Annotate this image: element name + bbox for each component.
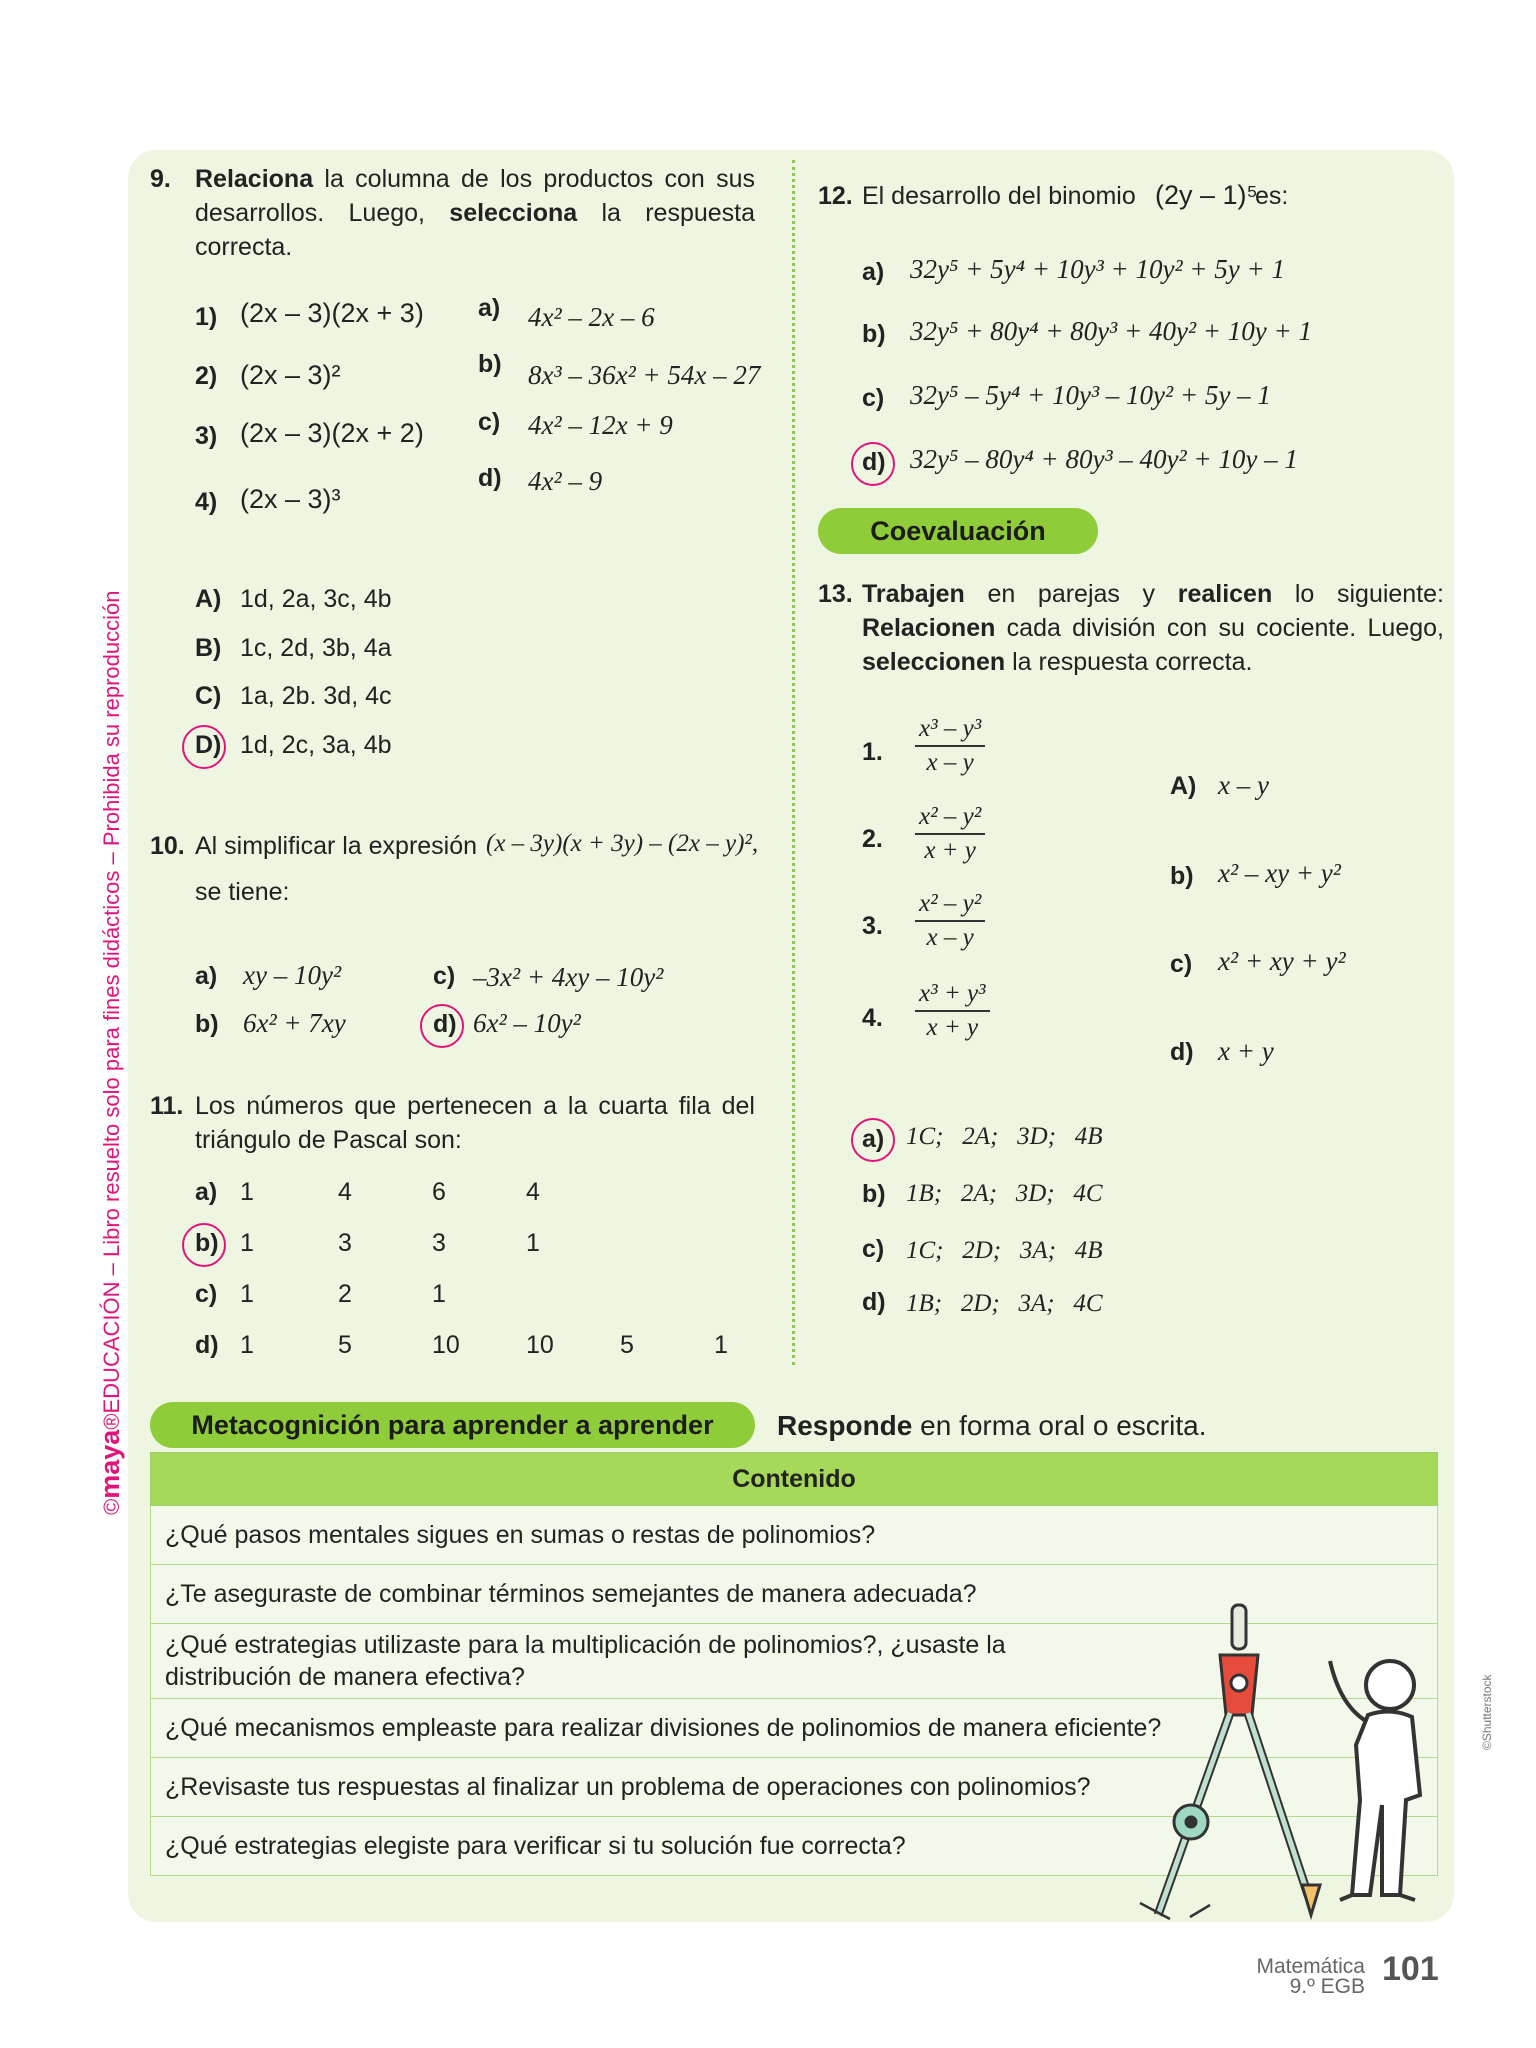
q9-option-text: 1c, 2d, 3b, 4a [240, 634, 392, 662]
q10-option-label: b) [195, 1010, 219, 1038]
responde-instruction: Responde en forma oral o escrita. [777, 1410, 1207, 1441]
q13-option-label: b) [862, 1180, 886, 1208]
table-header: Contenido [151, 1453, 1438, 1506]
q13-division-fraction: $\frac{\text{x² – y²}}{x + y}$ [915, 803, 985, 865]
q13-quotient-expr: x² – xy + y² [1218, 858, 1341, 888]
q11-value: 1 [714, 1331, 728, 1359]
q10-option-expr: xy – 10y² [243, 960, 342, 990]
table-cell: ¿Te aseguraste de combinar términos semejantes de manera adecuada? [151, 1565, 1438, 1624]
q9-development-label: b) [478, 350, 502, 378]
q10-text2: se tiene: [195, 878, 290, 906]
table-cell: ¿Qué mecanismos empleaste para realizar divisiones de polinomios de manera eficiente? [151, 1699, 1438, 1758]
q9-option-text: 1d, 2c, 3a, 4b [240, 731, 392, 759]
compass-figure-illustration [1130, 1595, 1460, 1925]
q9-number: 9. [150, 165, 171, 193]
q11-value: 1 [432, 1280, 446, 1308]
q11-value: 5 [620, 1331, 634, 1359]
q11-value: 1 [240, 1280, 254, 1308]
q9-development-label: d) [478, 464, 502, 492]
q12-text2: es: [1255, 182, 1289, 210]
q13-instructions: Trabajen en parejas y realicen lo siguiente: Relacionen cada división con su cociente. Luego, seleccionen la respuesta correcta. [862, 580, 1444, 676]
q11-value: 1 [240, 1331, 254, 1359]
q12-number: 12. [818, 182, 853, 210]
q11-value: 2 [338, 1280, 352, 1308]
q9-product-label: 3) [195, 422, 218, 450]
q9-answer-circle [182, 725, 226, 769]
q12-text: El desarrollo del binomio [862, 182, 1136, 210]
q9-development-expr: 4x² – 9 [528, 466, 603, 496]
q11-value: 3 [432, 1229, 446, 1257]
compass-icon [1140, 1605, 1320, 1919]
q13-division-fraction: $\frac{\text{x² – y²}}{x - y}$ [915, 890, 985, 952]
q9-product-expr: (2x – 3)(2x + 2) [240, 418, 424, 448]
q10-option-label: d) [433, 1010, 457, 1038]
q13-division-label: 2. [862, 825, 883, 853]
q10-expression: (x – 3y)(x + 3y) – (2x – y)², [486, 830, 759, 857]
person-icon [1330, 1661, 1420, 1900]
q13-quotient-label: b) [1170, 862, 1194, 890]
q13-quotient-expr: x + y [1218, 1036, 1274, 1066]
q13-option-text: 1B; 2D; 3A; 4C [906, 1290, 1103, 1317]
q9-product-expr: (2x – 3)³ [240, 484, 341, 514]
q9-instructions: Relaciona la columna de los productos con sus desarrollos. Luego, selecciona la respuesta correcta. [195, 165, 755, 261]
q11-value: 3 [338, 1229, 352, 1257]
q13-quotient-expr: x – y [1218, 770, 1269, 800]
q9-development-label: a) [478, 294, 501, 322]
q13-option-label: a) [862, 1125, 885, 1153]
q13-quotient-label: c) [1170, 950, 1193, 978]
q11-value: 5 [338, 1331, 352, 1359]
q13-division-label: 1. [862, 738, 883, 766]
q13-quotient-label: d) [1170, 1038, 1194, 1066]
q12-answer-circle [851, 442, 895, 486]
table-cell: ¿Qué estrategias utilizaste para la multiplicación de polinomios?, ¿usaste la distribución de manera efectiva? [151, 1624, 1438, 1699]
q11-option-label: a) [195, 1178, 218, 1206]
q9-option-label: D) [195, 731, 222, 759]
q9-option-label: A) [195, 585, 222, 613]
q9-development-label: c) [478, 408, 501, 436]
q13-option-text: 1C; 2A; 3D; 4B [906, 1123, 1103, 1150]
q12-option-label: c) [862, 384, 885, 412]
q13-division-fraction: $\frac{\text{x³ – y³}}{x - y}$ [915, 715, 985, 777]
q11-value: 1 [240, 1178, 254, 1206]
q10-option-expr: –3x² + 4xy – 10y² [473, 962, 664, 992]
q9-development-expr: 4x² – 2x – 6 [528, 302, 655, 332]
q13-option-label: c) [862, 1235, 885, 1263]
q13-division-label: 4. [862, 1004, 883, 1032]
q9-development-expr: 4x² – 12x + 9 [528, 410, 673, 440]
q9-product-expr: (2x – 3)(2x + 3) [240, 298, 424, 328]
q13-option-text: 1C; 2D; 3A; 4B [906, 1237, 1103, 1264]
table-cell: ¿Qué estrategias elegiste para verificar si tu solución fue correcta? [151, 1817, 1438, 1876]
q11-value: 1 [526, 1229, 540, 1257]
q11-value: 10 [432, 1331, 460, 1359]
q11-value: 4 [526, 1178, 540, 1206]
q9-product-label: 4) [195, 488, 218, 516]
column-divider [792, 160, 795, 1365]
q9-product-label: 2) [195, 362, 218, 390]
q9-option-label: C) [195, 682, 222, 710]
q9-product-expr: (2x – 3)² [240, 360, 341, 390]
q9-option-text: 1a, 2b. 3d, 4c [240, 682, 392, 710]
q12-option-label: d) [862, 448, 886, 476]
q11-value: 6 [432, 1178, 446, 1206]
q9-product-label: 1) [195, 303, 218, 331]
q9-option-label: B) [195, 634, 222, 662]
table-row [151, 1506, 1438, 1565]
q9-development-expr: 8x³ – 36x² + 54x – 27 [528, 360, 761, 390]
q13-division-fraction: $\frac{\text{x³ + y³}}{x + y}$ [915, 980, 990, 1042]
q11-option-label: c) [195, 1280, 218, 1308]
q13-quotient-expr: x² + xy + y² [1218, 946, 1346, 976]
q10-option-label: c) [433, 962, 456, 990]
q13-option-text: 1B; 2A; 3D; 4C [906, 1180, 1103, 1207]
page-number: 101 [1382, 1950, 1439, 1988]
q11-value: 10 [526, 1331, 554, 1359]
q10-option-expr: 6x² – 10y² [473, 1008, 581, 1038]
q13-answer-circle [851, 1118, 895, 1162]
q10-option-label: a) [195, 962, 218, 990]
q11-answer-circle [182, 1223, 226, 1267]
image-credit: ©Shutterstock [1480, 1674, 1494, 1750]
q13-option-label: d) [862, 1288, 886, 1316]
q11-text: Los números que pertenecen a la cuarta fila del triángulo de Pascal son: [195, 1092, 755, 1154]
q10-text: Al simplificar la expresión [195, 832, 478, 860]
q10-number: 10. [150, 832, 185, 860]
q11-option-label: d) [195, 1331, 219, 1359]
q12-option-label: b) [862, 320, 886, 348]
q12-expression: (2y – 1)⁵ [1155, 180, 1258, 210]
q12-option-expr: 32y⁵ + 5y⁴ + 10y³ + 10y² + 5y + 1 [910, 254, 1285, 284]
q11-number: 11. [150, 1092, 184, 1120]
q11-value: 4 [338, 1178, 352, 1206]
q13-quotient-label: A) [1170, 772, 1197, 800]
q12-option-label: a) [862, 258, 885, 286]
metacognicion-pill: Metacognición para aprender a aprender [150, 1402, 755, 1448]
table-cell: ¿Qué pasos mentales sigues en sumas o restas de polinomios? [151, 1506, 1438, 1565]
q11-option-label: b) [195, 1229, 219, 1257]
q12-option-expr: 32y⁵ – 5y⁴ + 10y³ – 10y² + 5y – 1 [910, 380, 1271, 410]
q10-option-expr: 6x² + 7xy [243, 1008, 346, 1038]
q12-option-expr: 32y⁵ – 80y⁴ + 80y³ – 40y² + 10y – 1 [910, 444, 1298, 474]
footer-subject: Matemática 9.º EGB [1256, 1955, 1365, 1998]
coevaluacion-pill: Coevaluación [818, 508, 1098, 554]
q13-number: 13. [818, 580, 853, 608]
side-copyright-text: ©maya®EDUCACIÓN – Libro resuelto solo para fines didácticos – Prohibida su reproducción [95, 590, 125, 1515]
q11-value: 1 [240, 1229, 254, 1257]
q13-division-label: 3. [862, 912, 883, 940]
q12-option-expr: 32y⁵ + 80y⁴ + 80y³ + 40y² + 10y + 1 [910, 316, 1312, 346]
q10-answer-circle [420, 1004, 464, 1048]
table-cell: ¿Revisaste tus respuestas al finalizar un problema de operaciones con polinomios? [151, 1758, 1438, 1817]
q9-option-text: 1d, 2a, 3c, 4b [240, 585, 392, 613]
